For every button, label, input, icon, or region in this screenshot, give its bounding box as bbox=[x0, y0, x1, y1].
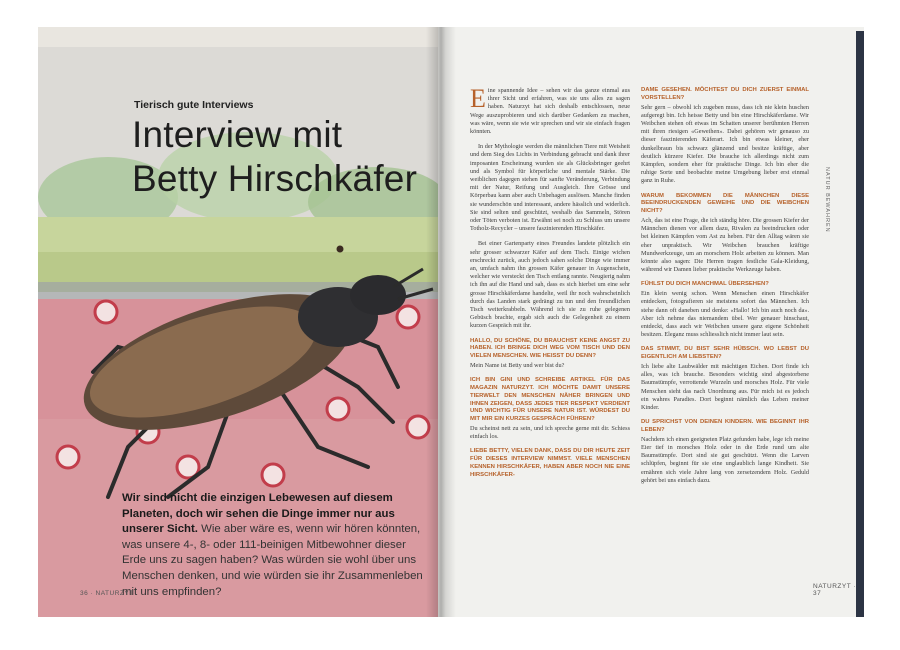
text-column-1 bbox=[470, 84, 630, 481]
answer: Du scheinst nett zu sein, und ich spreche gerne mit dir. Schiess einfach los. bbox=[470, 425, 630, 441]
lead-paragraph bbox=[122, 491, 432, 600]
text-column-2 bbox=[641, 87, 809, 492]
article-title bbox=[132, 113, 417, 201]
question: LIEBE BETTY, VIELEN DANK, DASS DU DIR HEUTE ZEIT FÜR DIESES INTERVIEW NIMMST. VIELE MENSCHEN KENNEN HIRSCHKÄFER, HABEN ABER NOCH NIE EINE HIRSCHKÄFER- bbox=[470, 448, 630, 478]
question: WARUM BEKOMMEN DIE MÄNNCHEN DIESE BEEINDRUCKENDEN GEWEIHE UND DIE WEIBCHEN NICHT? bbox=[641, 192, 809, 215]
answer: Ach, das ist eine Frage, die ich ständig höre. Die grossen Kiefer der Männchen dienen vor allem dazu, Rivalen zu beeindrucken oder bei kleinen Kämpfen vom Ast zu heben. Für den Alltag wären sie eher unpraktisch. Wir Weibchen brauchen kräftige Mundwerkzeuge, um an morschem Holz arbeiten zu können. Man könnte also sagen: Die Herren tragen festliche Gala-Kleidung, während wir Damen lieber praktische Werkzeuge haben. bbox=[641, 217, 809, 274]
left-page bbox=[38, 27, 438, 617]
title-line-1: Interview mit bbox=[132, 114, 343, 155]
question: ICH BIN GINI UND SCHREIBE ARTIKEL FÜR DAS MAGAZIN NATURZYT. ICH MÖCHTE DAMIT UNSERE TIERWELT DEN MENSCHEN NÄHER BRINGEN UND IHNEN ZEIGEN, DASS JEDES TIER RESPEKT VERDIENT UND WICHTIG FÜR UNSERE NATUR IST. WÜRDEST DU MIT MIR EIN KURZES GESPRÄCH FÜHREN? bbox=[470, 377, 630, 423]
lead-text: Wie aber wäre es, wenn wir hören könnten, was unsere 4-, 8- oder 111-beinigen Mitbewohner dieser Erde uns zu sagen haben? Was würden sie wohl über uns Menschen denken, und wie würden sie ihr Zusammenleben mit uns empfinden? bbox=[122, 523, 423, 598]
right-page bbox=[438, 27, 864, 617]
body-paragraph: In der Mythologie werden die männlichen Tiere mit Weisheit und dem Sieg des Lichts in Verbindung gebracht und dank ihrer imposanten Erscheinung wurden sie als Glücksbringer geehrt und als Symbol für körperliche und mentale Stärke. Die weiblichen dagegen stehen für sanfte Veränderung, Verbindung mit der Natur, Reifung und Ausgleich. Ihre Grösse und Körperbau kann aber auch Unbehagen auslösen. Manche finden sie wunderschön und interessant, andere hässlich und widerlich. Sie sind selten und geschützt, weshalb das Sammeln, Stören oder Töten verboten ist. Erwähnt sei noch zu Schluss um unsere Totholz-Recycler – unsere faszinierenden Hirschkäfer. bbox=[470, 143, 630, 233]
answer: Ich liebe alte Laubwälder mit mächtigen Eichen. Dort finde ich alles, was ich brauche. Besonders wichtig sind abgestorbene Baumstümpfe, verrottende Wurzeln und morsches Holz. Für viele Menschen sieht das nach Unordnung aus. Für mich ist es jedoch ein wahres Paradies. Dort beginnt nämlich das Leben meiner Kinder. bbox=[641, 363, 809, 412]
answer: Ein klein wenig schon. Wenn Menschen einen Hirschkäfer entdecken, fotografieren sie meistens sofort das Männchen. Ich stehe dann oft daneben und denke: «Hallo! Ich bin auch noch da». Aber ich nehme das niemandem übel. Wer genauer hinschaut, entdeckt, dass auch wir Weibchen unsere ganz eigene Schönheit besitzen. Eleganz muss schliesslich nicht immer laut sein. bbox=[641, 290, 809, 339]
body-paragraph: Bei einer Gartenparty eines Freundes landete plötzlich ein sehr grosser schwarzer Käfer auf dem Tisch. Einige wichen erschreckt zurück, auch jedoch sahen solche Dinge wie immer an, umfach nahm ihn grossen Käfer genauer in Augenschein, welcher wie versteckt den Tisch entlang rannte. Neugierig nahm ich ihn auf die Hand und sah, dass es sich hierbei um eine sehr grosse Hirschkäferdame handelte, weil ihr noch wahrscheinlich durch das Landen stark gedrängt zu tun und den freundlichen Tisch weiterkrabbeln. Während ich sie zu ruhe gelegenen Gebüsch brachte, ergab sich auch die Gelegenheit zu einem kurzen Gespräch mit ihr. bbox=[470, 240, 630, 330]
folio-right: NATURZYT · 37 bbox=[813, 583, 857, 597]
intro-paragraph: Eine spannende Idee – sehen wir das ganze einmal aus ihrer Sicht und erfahren, was sie uns alles zu sagen haben. Naturzyt hat sich deshalb entschlossen, neue Wege auszuprobieren und sich darüber Gedanken zu machen, was wäre, wenn sie wie wir sprechen und wir sie einfach fragen könnten. bbox=[470, 84, 630, 136]
answer: Sehr gern – obwohl ich zugeben muss, dass ich nie klein huschen aufgeregt bin. Ich heisse Betty und bin eine Hirschkäferdame. Wir Weibchen stehen oft etwas im Schatten unserer berühmten Herren mit ihren riesigen «Geweihen». Dabei gehören wir genauso zu dieser faszinierenden Käferart. Ich bin etwas kleiner, eher dunkelbraun bis schwarz glänzend und besitze kräftige, aber deutlich kürzere Kiefer. Die brauche ich allerdings nicht zum Kämpfen, sondern eher für praktische Dinge. Ich bin eher die ruhige Sorte und beobachte meine Umgebung lieber erst einmal ganz in Ruhe. bbox=[641, 103, 809, 185]
magazine-spread bbox=[38, 27, 864, 617]
kicker: Tierisch gute Interviews bbox=[134, 99, 254, 111]
title-line-2: Betty Hirschkäfer bbox=[132, 158, 418, 199]
answer: Nachdem ich einen geeigneten Platz gefunden habe, lege ich meine Eier tief in morsches Holz oder in die Erde rund um alte Baumstümpfe. Dort sind sie gut geschützt. Wenn die Larven schlüpfen, beginnt für sie eine unglaublich lange Kindheit. Sie ernähren sich viele Jahre lang von zersetzendem Holz. Geduld gehört bei uns einfach dazu. bbox=[641, 435, 809, 484]
section-label: NATUR BEWAHREN bbox=[824, 167, 830, 233]
spine-shadow bbox=[426, 27, 456, 617]
lead-bold: Wir sind nicht die einzigen Lebewesen auf diesem Planeten, doch wir sehen die Dinge immer nur aus unserer Sicht. bbox=[122, 492, 395, 536]
question: HALLO, DU SCHÖNE, DU BRAUCHST KEINE ANGST ZU HABEN. ICH BRINGE DICH WEG VOM TISCH UND DEN VIELEN MENSCHEN. WIE HEISST DU DENN? bbox=[470, 337, 630, 360]
answer: Mein Name ist Betty und wer bist du? bbox=[470, 362, 565, 370]
question: DAME GESEHEN. MÖCHTEST DU DICH ZUERST EINMAL VORSTELLEN? bbox=[641, 87, 809, 101]
question: DU SPRICHST VON DEINEN KINDERN. WIE BEGINNT IHR LEBEN? bbox=[641, 419, 809, 434]
question: FÜHLST DU DICH MANCHMAL ÜBERSEHEN? bbox=[641, 281, 769, 288]
folio-left: 36 · NATURZYT bbox=[80, 590, 134, 597]
page-edge bbox=[856, 31, 864, 617]
drop-cap: E bbox=[470, 84, 486, 113]
question: DAS STIMMT, DU BIST SEHR HÜBSCH. WO LEBST DU EIGENTLICH AM LIEBSTEN? bbox=[641, 346, 809, 361]
